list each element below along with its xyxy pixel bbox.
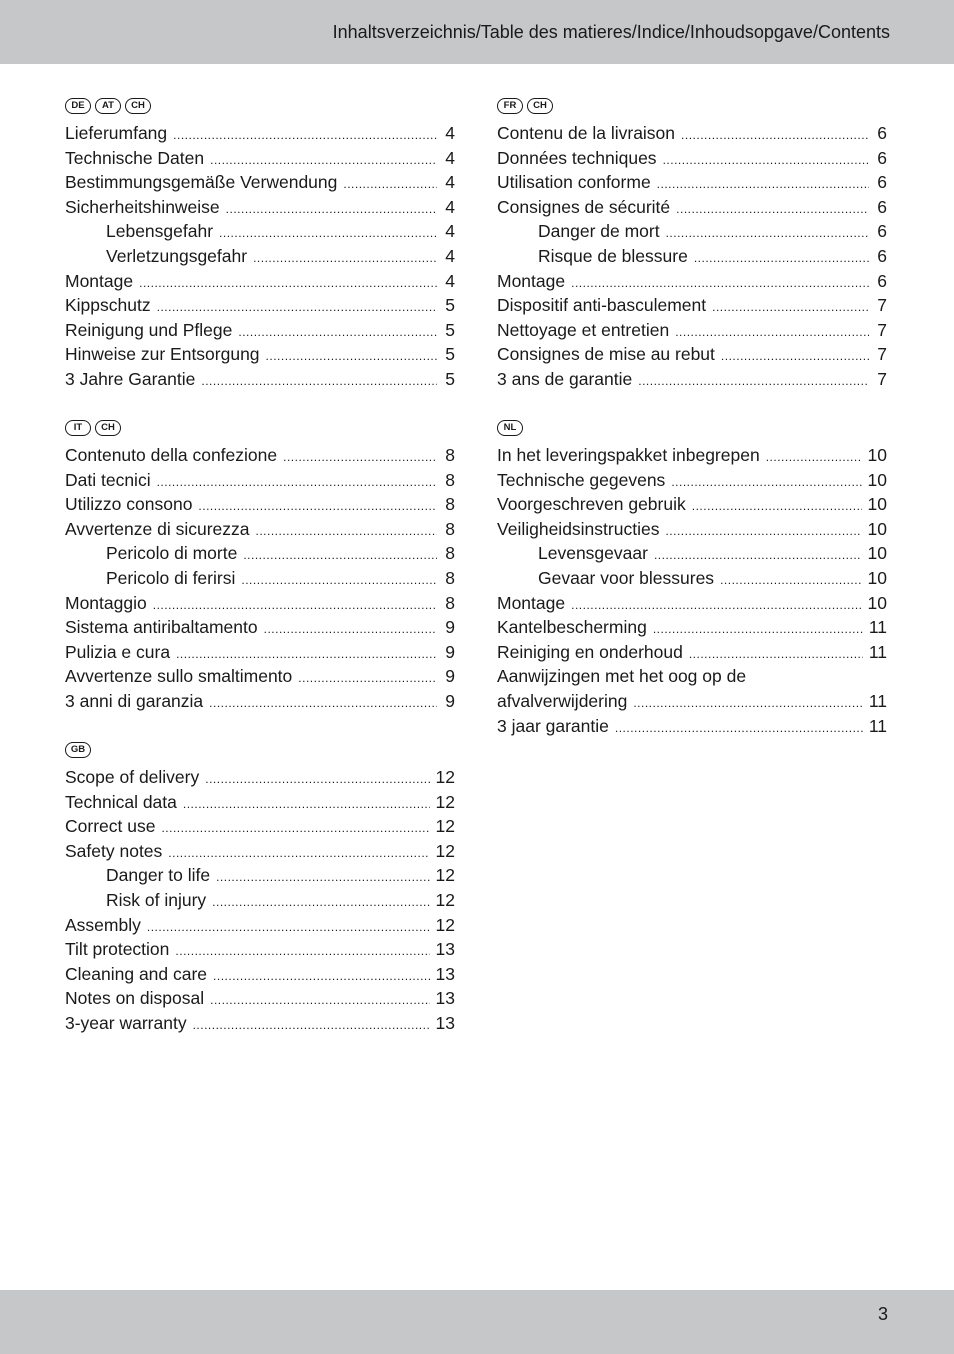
- toc-entry[interactable]: Montaggio ..... 8: [65, 591, 455, 616]
- language-badge-at: AT: [95, 98, 121, 114]
- toc-entry[interactable]: Pulizia e cura ..... 9: [65, 640, 455, 665]
- toc-subentry[interactable]: Danger de mort ..... 6: [497, 219, 887, 244]
- toc-entry[interactable]: Safety notes ..... 12: [65, 839, 455, 864]
- language-badges: [497, 417, 887, 439]
- toc-entry[interactable]: 3 anni di garanzia ..... 9: [65, 689, 455, 714]
- toc-section-fr: [497, 95, 887, 392]
- toc-entry[interactable]: 3 ans de garantie ..... 7: [497, 367, 887, 392]
- toc-entry[interactable]: Sicherheitshinweise ..... 4: [65, 195, 455, 220]
- toc-section-de: [65, 95, 455, 392]
- toc-entry[interactable]: Consignes de mise au rebut ..... 7: [497, 342, 887, 367]
- language-badge-de: DE: [65, 98, 91, 114]
- language-badge-nl: NL: [497, 420, 523, 436]
- toc-entry[interactable]: Montage ..... 4: [65, 269, 455, 294]
- toc-entry[interactable]: Consignes de sécurité ..... 6: [497, 195, 887, 220]
- toc-entry[interactable]: afvalverwijdering ..... 11: [497, 689, 887, 714]
- toc-entry[interactable]: Assembly ..... 12: [65, 913, 455, 938]
- page-title: Inhaltsverzeichnis/Table des matieres/Indice/Inhoudsopgave/Contents: [332, 22, 890, 42]
- toc-entry[interactable]: Scope of delivery ..... 12: [65, 765, 455, 790]
- toc-entry[interactable]: Veiligheidsinstructies ..... 10: [497, 517, 887, 542]
- toc-entry[interactable]: Sistema antiribaltamento ..... 9: [65, 615, 455, 640]
- language-badge-ch: CH: [95, 420, 121, 436]
- toc-entry[interactable]: Technische gegevens ..... 10: [497, 468, 887, 493]
- toc-entry[interactable]: Kippschutz ..... 5: [65, 293, 455, 318]
- toc-entry[interactable]: Tilt protection ..... 13: [65, 937, 455, 962]
- toc-entry[interactable]: In het leveringspakket inbegrepen ..... 10: [497, 443, 887, 468]
- toc-subentry[interactable]: Verletzungsgefahr ..... 4: [65, 244, 455, 269]
- language-badge-ch: CH: [125, 98, 151, 114]
- toc-entry[interactable]: Dati tecnici ..... 8: [65, 468, 455, 493]
- toc-section-it: [65, 417, 455, 714]
- language-badges: [65, 95, 455, 117]
- toc-subentry[interactable]: Risk of injury ..... 12: [65, 888, 455, 913]
- toc-entry[interactable]: Technical data ..... 12: [65, 790, 455, 815]
- toc-entry[interactable]: Reinigung und Pflege ..... 5: [65, 318, 455, 343]
- footer-bar: [0, 1290, 954, 1354]
- toc-entry[interactable]: 3 Jahre Garantie ..... 5: [65, 367, 455, 392]
- toc-subentry[interactable]: Levensgevaar ..... 10: [497, 541, 887, 566]
- toc-entry[interactable]: Lieferumfang ..... 4: [65, 121, 455, 146]
- language-badge-it: IT: [65, 420, 91, 436]
- toc-entry[interactable]: Montage ..... 6: [497, 269, 887, 294]
- toc-subentry[interactable]: Gevaar voor blessures ..... 10: [497, 566, 887, 591]
- toc-entry[interactable]: Notes on disposal ..... 13: [65, 986, 455, 1011]
- toc-entry[interactable]: Utilisation conforme ..... 6: [497, 170, 887, 195]
- toc-entry[interactable]: Utilizzo consono ..... 8: [65, 492, 455, 517]
- toc-subentry[interactable]: Risque de blessure ..... 6: [497, 244, 887, 269]
- toc-entry[interactable]: Montage ..... 10: [497, 591, 887, 616]
- page-number: 3: [877, 1304, 888, 1324]
- toc-subentry[interactable]: Danger to life ..... 12: [65, 863, 455, 888]
- toc-entry[interactable]: Données techniques ..... 6: [497, 146, 887, 171]
- language-badges: [65, 417, 455, 439]
- toc-entry[interactable]: Technische Daten ..... 4: [65, 146, 455, 171]
- toc-entry[interactable]: Hinweise zur Entsorgung ..... 5: [65, 342, 455, 367]
- toc-entry[interactable]: Dispositif anti-basculement ..... 7: [497, 293, 887, 318]
- language-badge-fr: FR: [497, 98, 523, 114]
- language-badges: [497, 95, 887, 117]
- toc-section-gb: [65, 739, 455, 1036]
- toc-entry[interactable]: Contenu de la livraison ..... 6: [497, 121, 887, 146]
- toc-subentry[interactable]: Pericolo di ferirsi ..... 8: [65, 566, 455, 591]
- toc-entry[interactable]: Avvertenze sullo smaltimento ..... 9: [65, 664, 455, 689]
- language-badges: [65, 739, 455, 761]
- toc-entry[interactable]: Bestimmungsgemäße Verwendung ..... 4: [65, 170, 455, 195]
- toc-subentry[interactable]: Pericolo di morte ..... 8: [65, 541, 455, 566]
- toc-subentry[interactable]: Lebensgefahr ..... 4: [65, 219, 455, 244]
- language-badge-gb: GB: [65, 742, 91, 758]
- toc-entry[interactable]: 3 jaar garantie ..... 11: [497, 714, 887, 739]
- toc-entry[interactable]: Nettoyage et entretien ..... 7: [497, 318, 887, 343]
- language-badge-ch: CH: [527, 98, 553, 114]
- toc-entry[interactable]: Correct use ..... 12: [65, 814, 455, 839]
- header-bar: [0, 0, 954, 64]
- toc-entry[interactable]: Voorgeschreven gebruik ..... 10: [497, 492, 887, 517]
- toc-entry[interactable]: 3-year warranty ..... 13: [65, 1011, 455, 1036]
- toc-entry[interactable]: Cleaning and care ..... 13: [65, 962, 455, 987]
- toc-entry[interactable]: Kantelbescherming ..... 11: [497, 615, 887, 640]
- toc-entry[interactable]: Avvertenze di sicurezza ..... 8: [65, 517, 455, 542]
- toc-entry[interactable]: Reiniging en onderhoud ..... 11: [497, 640, 887, 665]
- toc-section-nl: [497, 417, 887, 738]
- toc-entry[interactable]: Contenuto della confezione ..... 8: [65, 443, 455, 468]
- toc-entry-line[interactable]: Aanwijzingen met het oog op de: [497, 666, 747, 687]
